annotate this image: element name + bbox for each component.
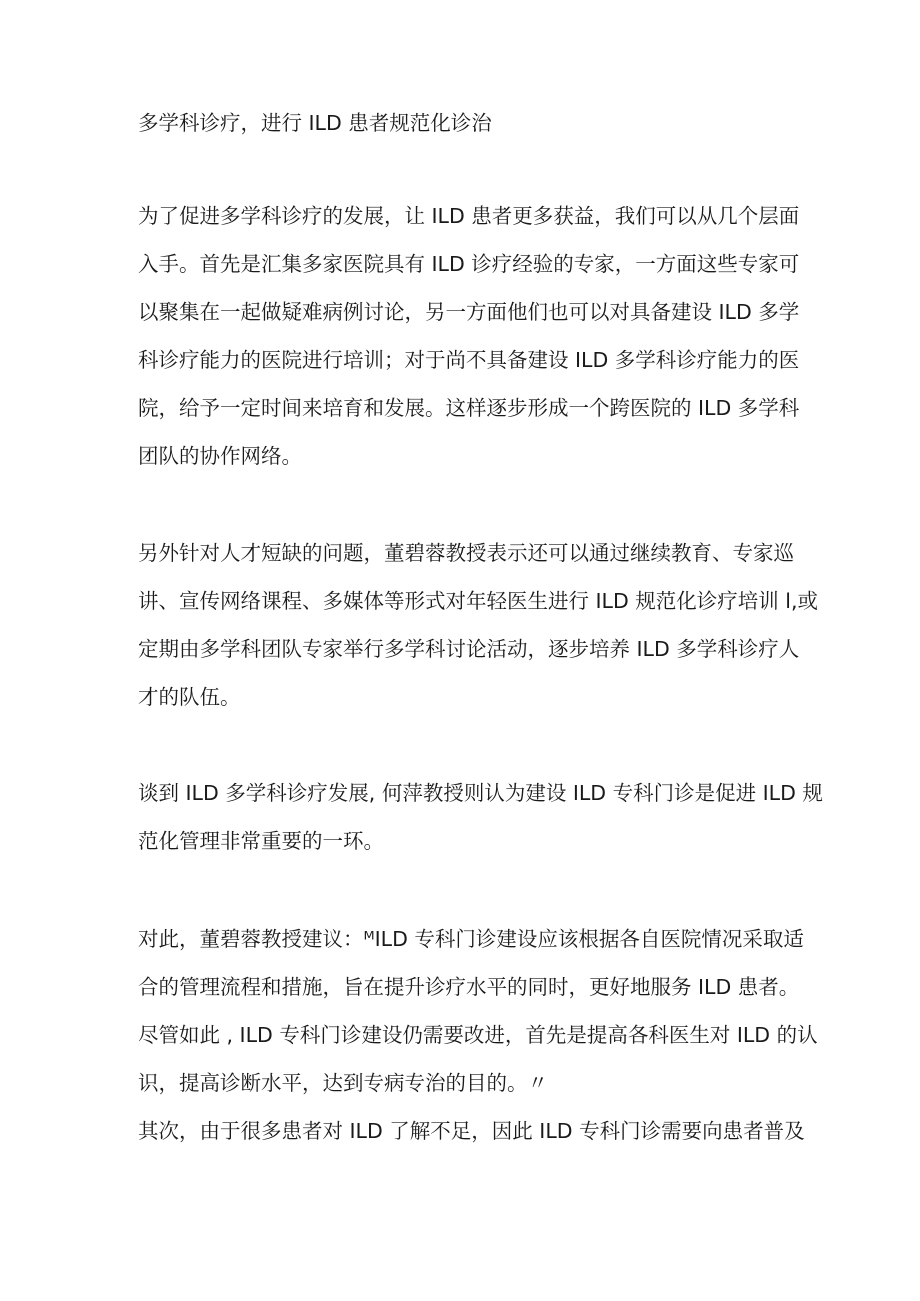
paragraph-2-line-3: 定期由多学科团队专家举行多学科讨论活动，逐步培养 ILD 多学科诊疗人 — [138, 637, 800, 661]
paragraph-4-line-5: 其次，由于很多患者对 ILD 了解不足，因此 ILD 专科门诊需要向患者普及 — [138, 1119, 805, 1143]
paragraph-1-line-4: 科诊疗能力的医院进行培训；对于尚不具备建设 ILD 多学科诊疗能力的医 — [138, 348, 800, 372]
paragraph-2-line-2: 讲、宣传网络课程、多媒体等形式对年轻医生进行 ILD 规范化诊疗培训 l,或 — [138, 589, 819, 613]
paragraph-4-line-4: 识，提高诊断水平，达到专病专治的目的。〃 — [138, 1071, 548, 1095]
paragraph-1-line-3: 以聚集在一起做疑难病例讨论，另一方面他们也可以对具备建设 ILD 多学 — [138, 300, 800, 324]
paragraph-4-line-2: 合的管理流程和措施，旨在提升诊疗水平的同时，更好地服务 ILD 患者。 — [138, 975, 800, 999]
paragraph-2-line-4: 才的队伍。 — [138, 685, 241, 709]
paragraph-1-line-5: 院，给予一定时间来培育和发展。这样逐步形成一个跨医院的 ILD 多学科 — [138, 396, 800, 420]
paragraph-3-line-1: 谈到 ILD 多学科诊疗发展, 何萍教授则认为建设 ILD 专科门诊是促进 ILD 规 — [138, 781, 823, 805]
paragraph-2-line-1: 另外针对人才短缺的问题，董碧蓉教授表示还可以通过继续教育、专家巡 — [138, 541, 794, 565]
paragraph-4-line-3: 尽管如此 , ILD 专科门诊建设仍需要改进，首先是提高各科医生对 ILD 的认 — [138, 1023, 818, 1047]
paragraph-3-line-2: 范化管理非常重要的一环。 — [138, 829, 384, 853]
paragraph-1-line-6: 团队的协作网络。 — [138, 444, 302, 468]
paragraph-4-line-1: 对此，董碧蓉教授建议：ᴹILD 专科门诊建设应该根据各自医院情况采取适 — [138, 927, 804, 951]
paragraph-1-line-1: 为了促进多学科诊疗的发展，让 ILD 患者更多获益，我们可以从几个层面 — [138, 204, 800, 228]
paragraph-1-line-2: 入手。首先是汇集多家医院具有 ILD 诊疗经验的专家，一方面这些专家可 — [138, 252, 800, 276]
document-title: 多学科诊疗，进行 ILD 患者规范化诊治 — [138, 111, 492, 135]
